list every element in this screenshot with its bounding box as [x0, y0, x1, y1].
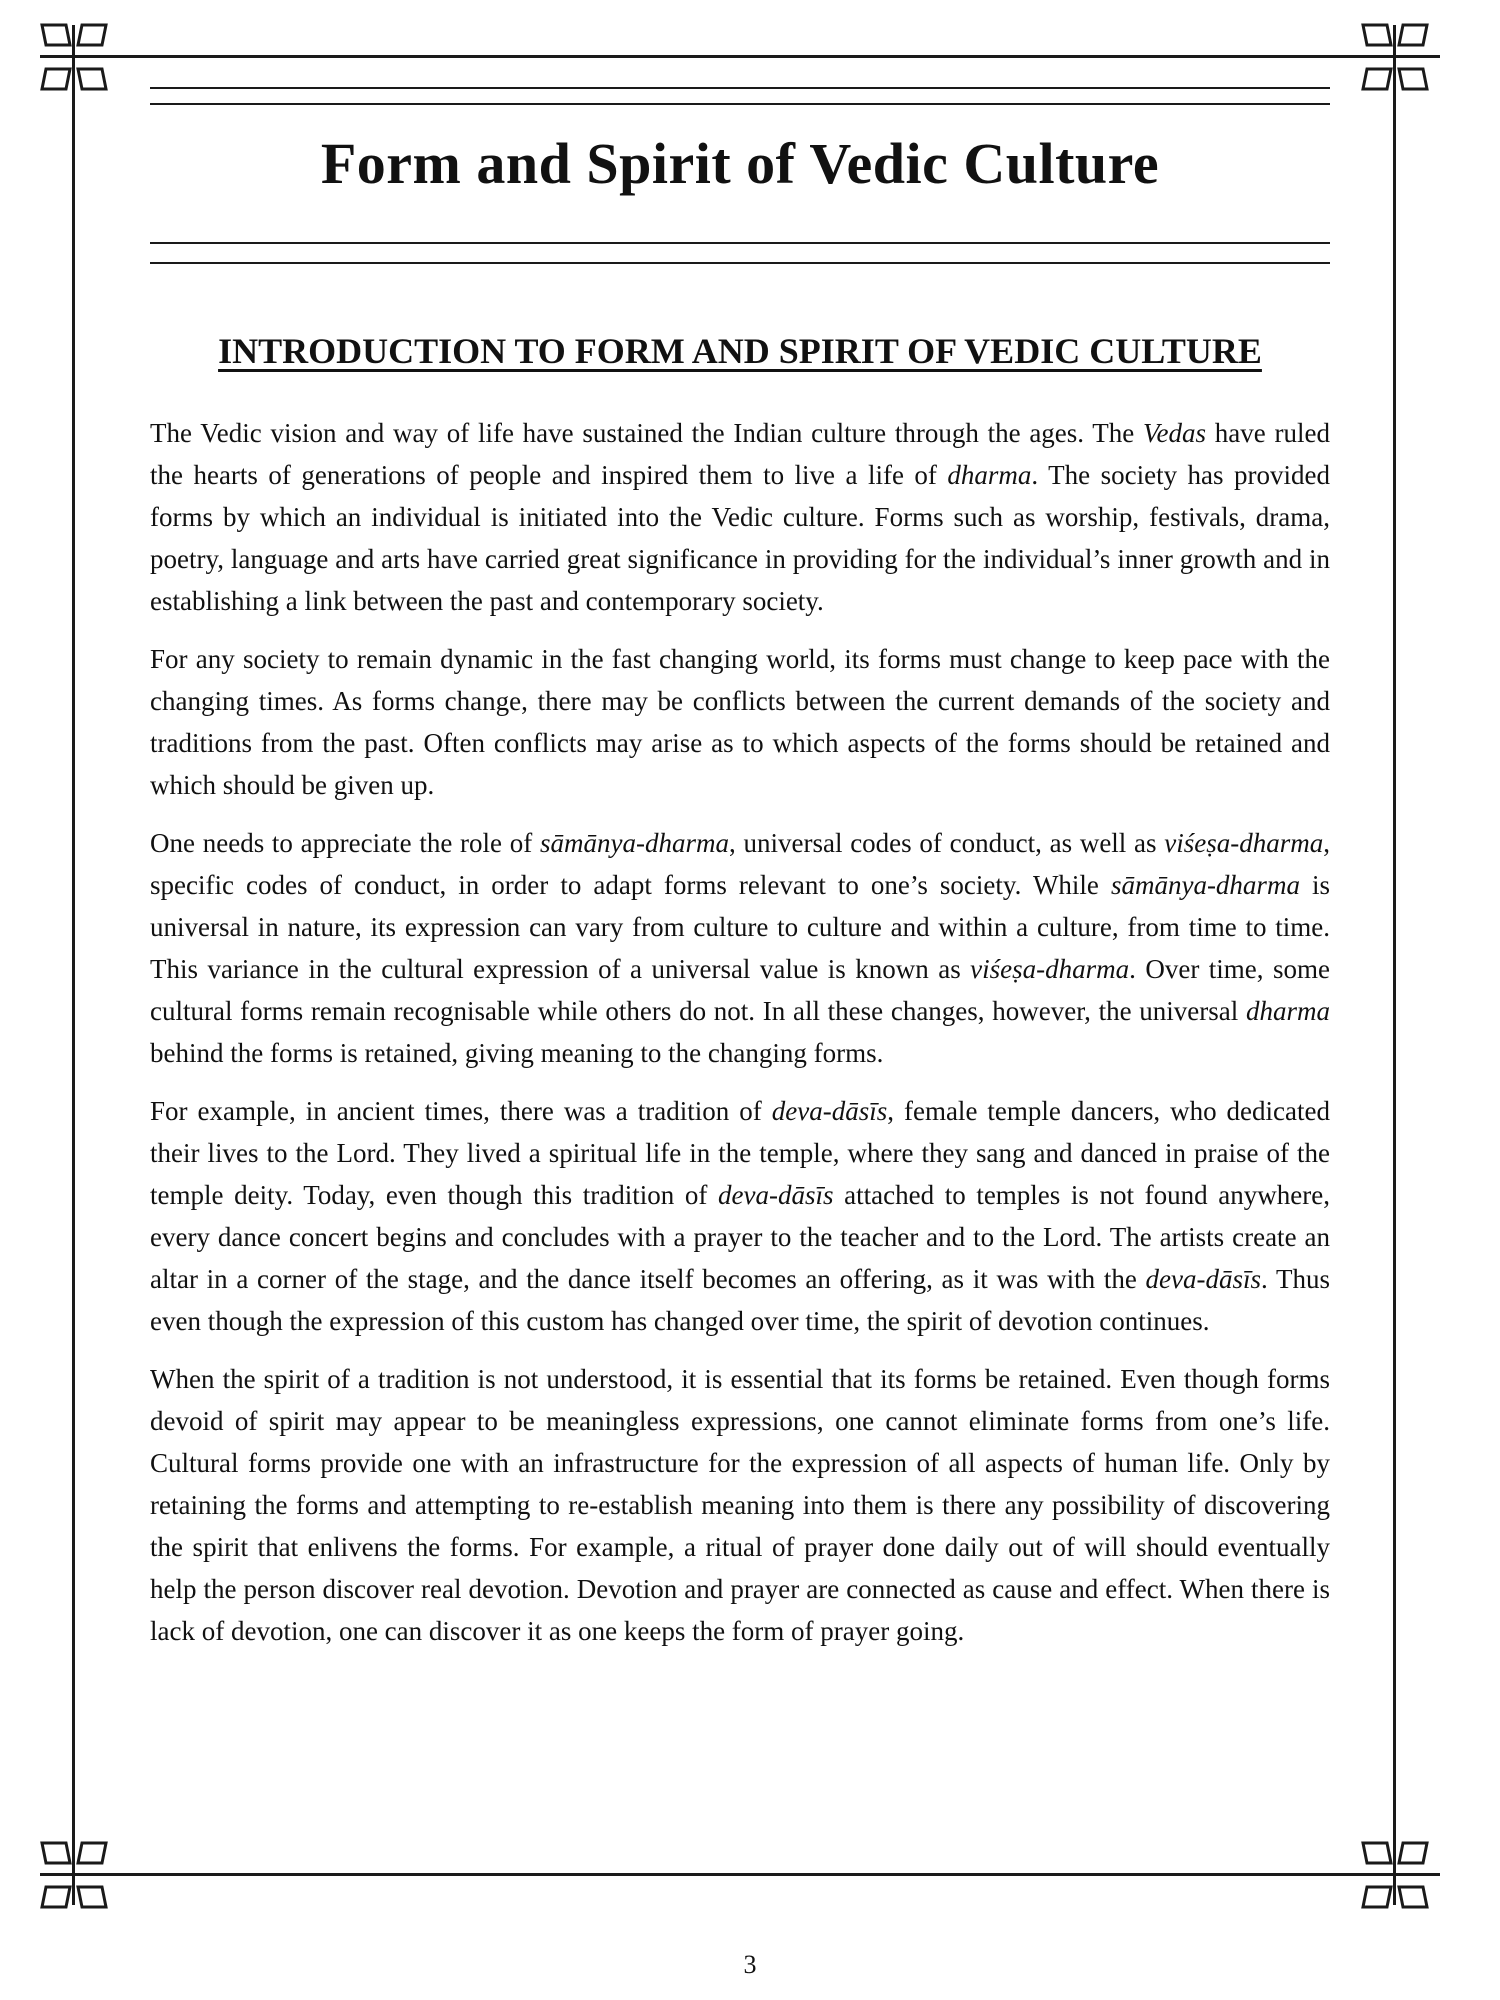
italic-term: deva-dāsīs — [771, 1096, 888, 1126]
italic-term: viśeṣa-dharma — [1164, 828, 1324, 858]
corner-ornament-icon-top-right — [1355, 17, 1435, 97]
italic-term: dharma — [947, 460, 1032, 490]
frame-bottom-line — [40, 1873, 1440, 1876]
text-run: For any society to remain dynamic in the fast changing world, its forms must change to keep pace with the changing times. As forms change, there may be conflicts between the current demands of the society and traditions from the past. Often conflicts may arise as to which aspects of the forms should be retained and which should be given up. — [150, 644, 1330, 800]
paragraph — [150, 638, 1330, 806]
section-heading: INTRODUCTION TO FORM AND SPIRIT OF VEDIC CULTURE — [218, 331, 1262, 371]
italic-term: deva-dāsīs — [1145, 1264, 1262, 1294]
text-run: behind the forms is retained, giving meaning to the changing forms. — [150, 1038, 884, 1068]
italic-term: sāmānya-dharma — [540, 828, 729, 858]
italic-term: deva-dāsīs — [718, 1180, 834, 1210]
text-run: The Vedic vision and way of life have sustained the Indian culture through the ages. The — [150, 418, 1144, 448]
text-run: . Thus even though the expression of this custom has changed over time, the spirit of devotion continues. — [150, 1264, 1330, 1336]
page-title: Form and Spirit of Vedic Culture — [320, 131, 1160, 196]
text-run: For example, in ancient times, there was a tradition of — [150, 1096, 772, 1126]
page-number: 3 — [743, 1950, 757, 1979]
corner-ornament-icon-bottom-left — [34, 1835, 114, 1915]
text-run: . The society has provided forms by which an individual is initiated into the Vedic culture. Forms such as worship, festivals, drama, poetry, language and arts have carried great significance in providing for the individual’s inner growth and in establishing a link between the past and contemporary society. — [150, 460, 1331, 616]
italic-term: Vedas — [1143, 418, 1207, 448]
text-run: When the spirit of a tradition is not understood, it is essential that its forms be retained. Even though forms devoid of spirit may appear to be meaningless expressions, one cannot eliminate forms from one’s life. Cultural forms provide one with an infrastructure for the expression of all aspects of human life. Only by retaining the forms and attempting to re-establish meaning into them is there any possibility of discovering the spirit that enlivens the forms. For example, a ritual of prayer done daily out of will should eventually help the person discover real devotion. Devotion and prayer are connected as cause and effect. When there is lack of devotion, one can discover it as one keeps the form of prayer going. — [150, 1364, 1330, 1646]
title-rule-top-1 — [150, 87, 1330, 89]
text-run: have ruled the hearts of generations of people and inspired them to live a life of — [150, 418, 1330, 490]
paragraph — [150, 1358, 1330, 1652]
title-rule-bottom-1 — [150, 242, 1330, 244]
text-run: , female temple dancers, who dedicated their lives to the Lord. They lived a spiritual life in the temple, where they sang and danced in praise of the temple deity. Today, even though this tradition of — [150, 1096, 1330, 1210]
italic-term: sāmānya-dharma — [1110, 870, 1300, 900]
text-run: , universal codes of conduct, as well as — [729, 828, 1165, 858]
text-run: One needs to appreciate the role of — [150, 828, 540, 858]
italic-term: dharma — [1245, 996, 1330, 1026]
frame-right-line — [1393, 25, 1396, 1905]
frame-top-line — [40, 55, 1440, 58]
text-run: . Over time, some cultural forms remain recognisable while others do not. In all these changes, however, the universal — [150, 954, 1330, 1026]
text-run: , specific codes of conduct, in order to adapt forms relevant to one’s society. While — [150, 828, 1331, 900]
text-run: attached to temples is not found anywhere, every dance concert begins and concludes with a prayer to the teacher and to the Lord. The artists create an altar in a corner of the stage, and the dance itself becomes an offering, as it was with the — [150, 1180, 1330, 1294]
frame-left-line — [72, 25, 75, 1905]
corner-ornament-icon-bottom-right — [1355, 1835, 1435, 1915]
title-rule-top-2 — [150, 103, 1330, 105]
paragraph — [150, 1090, 1330, 1342]
paragraph — [150, 412, 1330, 622]
title-rule-bottom-2 — [150, 262, 1330, 264]
paragraph — [150, 822, 1330, 1074]
body-text — [150, 412, 1330, 1668]
text-run: is universal in nature, its expression can vary from culture to culture and within a culture, from time to time. This variance in the cultural expression of a universal value is known as — [150, 870, 1330, 984]
italic-term: viśeṣa-dharma — [970, 954, 1130, 984]
corner-ornament-icon-top-left — [34, 17, 114, 97]
